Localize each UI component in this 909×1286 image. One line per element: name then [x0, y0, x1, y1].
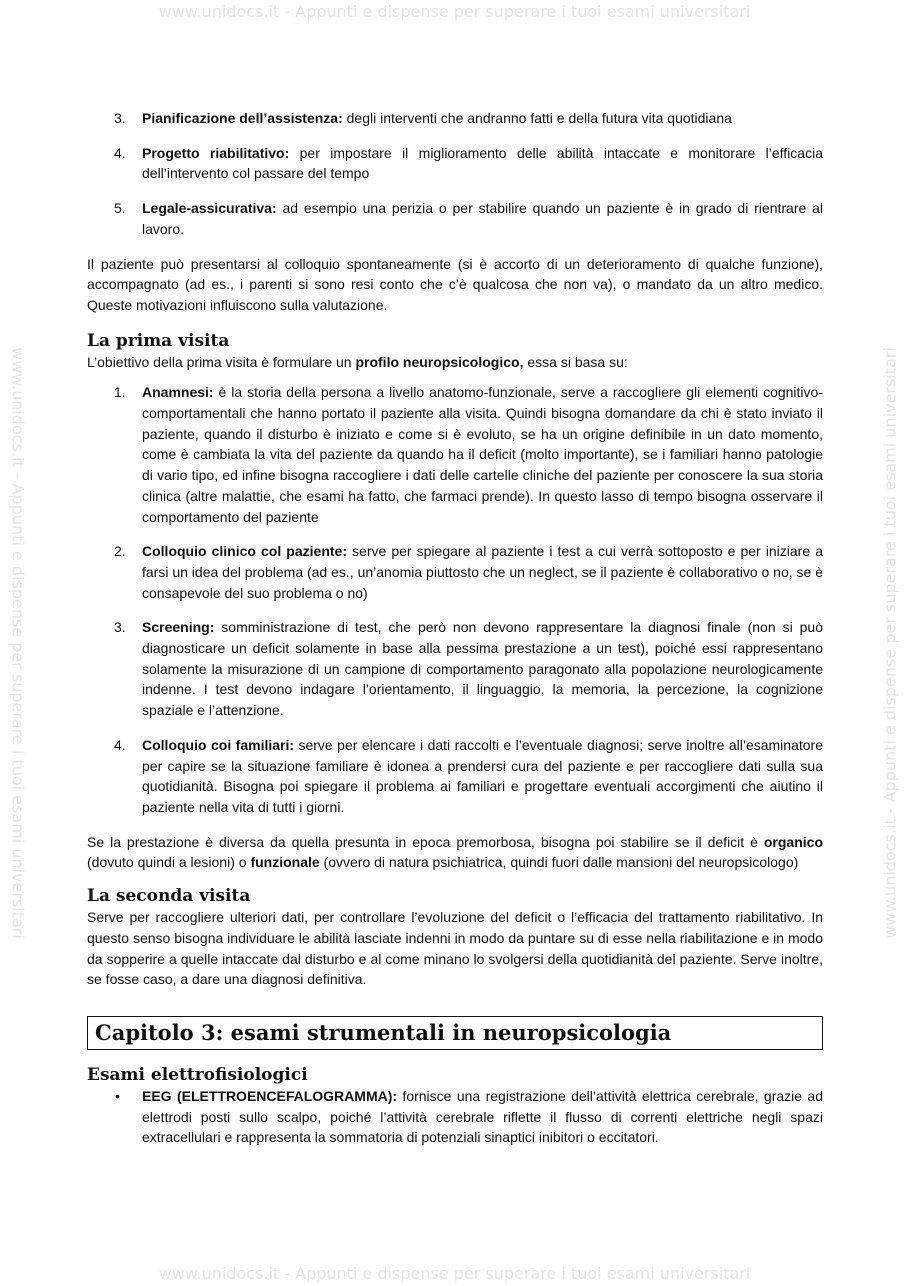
list-number: 1.	[114, 384, 126, 401]
list-number: 4.	[114, 144, 126, 161]
list-item-title: Colloquio clinico col paziente:	[142, 543, 347, 560]
list-item-title: Screening:	[142, 619, 215, 636]
list-number: 4.	[114, 736, 126, 753]
document-page	[87, 108, 823, 1148]
section-heading-esami: Esami elettrofisiologici	[87, 1064, 308, 1085]
list-item-title: EEG (ELETTROENCEFALOGRAMMA):	[142, 1087, 398, 1104]
prima-visita-list	[87, 382, 823, 817]
list-item-text: ad esempio una perizia o per stabilire quando un paziente è in grado di rientrare al lavoro.	[142, 200, 823, 237]
list-item-text: degli interventi che andranno fatti e della futura vita quotidiana	[342, 110, 732, 126]
list-item	[87, 735, 823, 818]
intro-bold: profilo neuropsicologico,	[355, 353, 524, 370]
outro-text: Se la prestazione è diversa da quella presunta in epoca premorbosa, bisogna poi stabilire se il deficit è	[87, 833, 764, 850]
list-item	[87, 108, 823, 129]
bullet-icon: •	[115, 1087, 120, 1104]
prima-visita-intro	[87, 352, 823, 373]
list-item	[87, 1086, 823, 1148]
list-item-text: serve per spiegare al paziente i test a cui verrà sottoposto e per iniziare a farsi un idea del problema (ad es., un’anomia piuttosto che un neglect, se il paziente è collaborativo o no, se è consapevole del suo problema o no)	[142, 543, 823, 601]
list-item-text: è la storia della persona a livello anatomo-funzionale, serve a raccogliere gli elementi cognitivo-comportamentali che hanno portato il paziente alla visita. Quindi bisogna domandare da chi è stato inviato il paziente, quando il disturbo è iniziato e come si è evoluto, se ha un origine definibile in un dato momento, come è cambiata la vita del paziente da quando ha il deficit (molto importante), se i familiari hanno patologie di vario tipo, ed infine bisogna raccogliere i dati delle cartelle cliniche del paziente per conoscere la sua storia clinica (altre malattie, che esami ha fatto, che farmaci prende). In questo lasso di tempo bisogna osservare il comportamento del paziente	[142, 384, 823, 525]
watermark-bottom: www.unidocs.it - Appunti e dispense per superare i tuoi esami universitari	[158, 1264, 751, 1283]
list-item-text: per impostare il miglioramento delle abilità intaccate e monitorare l’efficacia dell’intervento col passare del tempo	[142, 144, 823, 182]
watermark-left: www.unidocs.it - Appunti e dispense per superare i tuoi esami universitari	[8, 347, 28, 939]
watermark-top: www.unidocs.it - Appunti e dispense per superare i tuoi esami universitari	[158, 2, 751, 21]
esami-list	[87, 1086, 823, 1148]
intro-text: L’obiettivo della prima visita è formulare un	[87, 353, 356, 370]
list-item-text: somministrazione di test, che però non devono rappresentare la diagnosi finale (non si può diagnosticare un deficit solamente in base alla pessima prestazione a un test), poiché essi rappresentano solamente la misurazione di un campione di comportamento paragonato alla popolazione neurologicamente indenne. I test devono indagare l’orientamento, il linguaggio, la memoria, la percezione, la cognizione spaziale e l’attenzione.	[142, 619, 823, 719]
list-number: 2.	[114, 543, 126, 560]
intro-text-end: essa si basa su:	[523, 353, 628, 370]
intro-paragraph: Il paziente può presentarsi al colloquio spontaneamente (si è accorto di un deterioramento di qualche funzione), accompagnato (ad es., i parenti si sono resi conto che c’è qualcosa che non va), o mandato da un altro medico. Queste motivazioni influiscono sulla valutazione.	[87, 255, 823, 313]
prima-visita-outro	[87, 832, 823, 873]
list-number: 5.	[114, 200, 126, 217]
list-item-title: Pianificazione dell’assistenza:	[142, 110, 343, 126]
list-number: 3.	[114, 110, 126, 126]
list-item-title: Anamnesi:	[142, 384, 214, 401]
list-item	[87, 198, 823, 239]
outro-text: (ovvero di natura psichiatrica, quindi fuori dalle mansioni del neuropsicologo)	[319, 854, 799, 871]
section-heading-seconda-visita: La seconda visita	[87, 886, 251, 907]
list-item	[87, 541, 823, 603]
list-item-title: Progetto riabilitativo:	[142, 144, 290, 161]
list-number: 3.	[114, 619, 126, 636]
list-item-title: Legale-assicurativa:	[142, 200, 277, 217]
assessment-purposes-list	[87, 108, 823, 240]
list-item	[87, 382, 823, 527]
watermark-right: www.unidocs.it - Appunti e dispense per superare i tuoi esami universitari	[880, 347, 900, 939]
list-item-text: fornisce una registrazione dell’attività elettrica cerebrale, grazie ad elettrodi posti sullo scalpo, poiché l’attività cerebrale riflette il flusso di correnti elettriche negli spazi extracellulari e rappresenta la sommatoria di potenziali sinaptici inibitori o eccitatori.	[142, 1087, 823, 1146]
list-item-title: Colloquio coi familiari:	[142, 736, 295, 753]
section-heading-prima-visita: La prima visita	[87, 330, 230, 351]
seconda-visita-paragraph: Serve per raccogliere ulteriori dati, per controllare l’evoluzione del deficit o l’efficacia del trattamento riabilitativo. In questo senso bisogna individuare le abilità lasciate indenni in modo da puntare su di esse nella riabilitazione e in modo da sopperire a quelle intaccate dal disturbo e al come minano lo svolgersi della quotidianità del paziente. Serve inoltre, se fosse caso, a dare una diagnosi definitiva.	[87, 909, 823, 988]
list-item	[87, 143, 823, 184]
list-item-text: serve per elencare i dati raccolti e l’eventuale diagnosi; serve inoltre all’esaminatore per capire se la situazione familiare è idonea a prendersi cura del paziente e per raccogliere dati sulla sua quotidianità. Bisogna poi spiegare il problema ai familiari e progettare eventuali accorgimenti che aiutino il paziente nella vita di tutti i giorni.	[142, 736, 823, 815]
outro-bold-organico: organico	[763, 833, 823, 850]
list-item	[87, 617, 823, 721]
outro-bold-funzionale: funzionale	[250, 854, 320, 871]
outro-text: (dovuto quindi a lesioni) o	[87, 854, 251, 871]
chapter-title: Capitolo 3: esami strumentali in neuropsicologia	[87, 1016, 823, 1050]
